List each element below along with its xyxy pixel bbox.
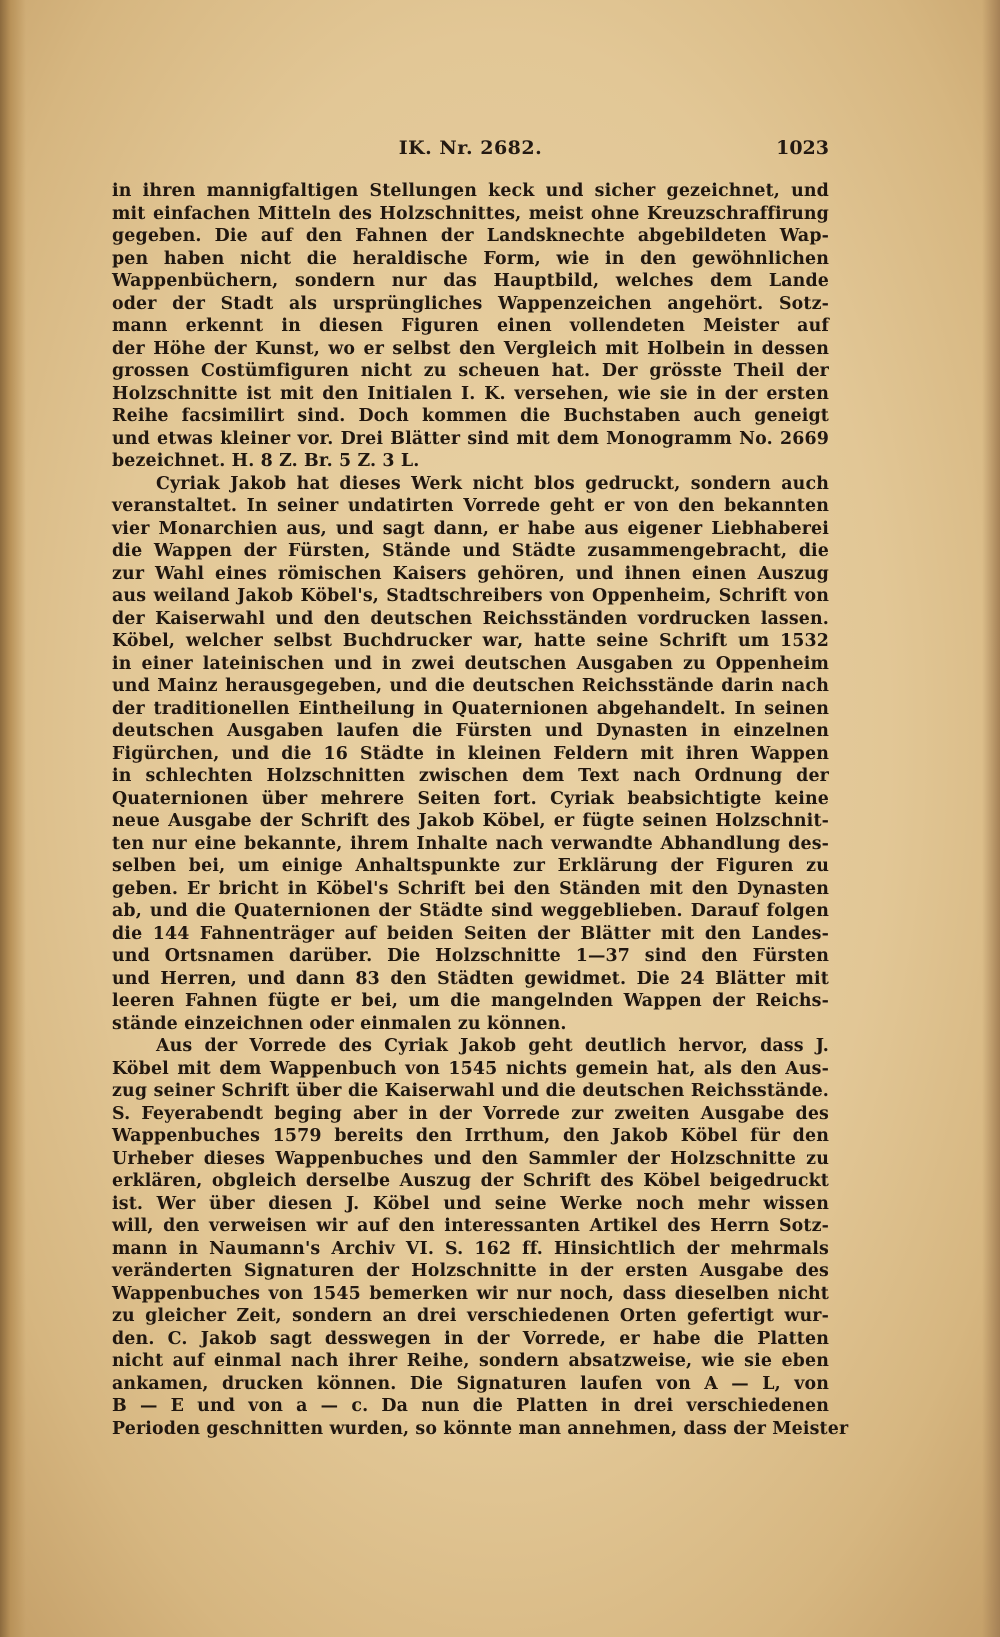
text-line: mit einfachen Mitteln des Holzschnittes, meist ohne Kreuzschraffirung	[112, 203, 829, 224]
text-line: pen haben nicht die heraldische Form, wie in den gewöhnlichen	[112, 248, 829, 269]
text-line: der traditionellen Eintheilung in Quaternionen abgehandelt. In seinen	[112, 698, 829, 719]
text-line: stände einzeichnen oder einmalen zu können.	[112, 1013, 567, 1034]
page-number: 1023	[776, 137, 829, 159]
text-line: bezeichnet. H. 8 Z. Br. 5 Z. 3 L.	[112, 451, 420, 471]
running-title: IK. Nr. 2682.	[398, 137, 543, 159]
text-line: der Kaiserwahl und den deutschen Reichsständen vordrucken lassen.	[112, 608, 829, 629]
text-line: veranstaltet. In seiner undatirten Vorrede geht er von den bekannten	[112, 496, 829, 516]
text-line: vier Monarchien aus, und sagt dann, er habe aus eigener Liebhaberei	[112, 518, 829, 539]
text-line: nicht auf einmal nach ihrer Reihe, sondern absatzweise, wie sie eben	[112, 1351, 829, 1371]
text-line: den. C. Jakob sagt desswegen in der Vorrede, er habe die Platten	[112, 1328, 829, 1349]
text-line: Wappenbuches 1579 bereits den Irrthum, den Jakob Köbel für den	[112, 1126, 829, 1146]
text-line: Reihe facsimilirt sind. Doch kommen die Buchstaben auch geneigt	[112, 406, 829, 426]
text-line: Cyriak Jakob hat dieses Werk nicht blos gedruckt, sondern auch	[156, 473, 829, 494]
text-line: selben bei, um einige Anhaltspunkte zur Erklärung der Figuren zu	[112, 856, 829, 876]
text-line: und Herren, und dann 83 den Städten gewidmet. Die 24 Blätter mit	[112, 968, 829, 989]
text-line: mann erkennt in diesen Figuren einen vollendeten Meister auf	[112, 316, 829, 336]
text-line: deutschen Ausgaben laufen die Fürsten und Dynasten in einzelnen	[112, 721, 829, 741]
page-edge-shadow-left	[0, 0, 26, 1637]
text-line: will, den verweisen wir auf den interessanten Artikel des Herrn Sotz-	[112, 1216, 829, 1236]
text-line: Holzschnitte ist mit den Initialen I. K. versehen, wie sie in der ersten	[112, 383, 829, 404]
text-line: neue Ausgabe der Schrift des Jakob Köbel, er fügte seinen Holzschnit-	[112, 811, 829, 831]
text-line: ab, und die Quaternionen der Städte sind weggeblieben. Darauf folgen	[112, 901, 829, 921]
text-line: Wappenbuches von 1545 bemerken wir nur noch, dass dieselben nicht	[112, 1283, 829, 1304]
text-line: zur Wahl eines römischen Kaisers gehören, und ihnen einen Auszug	[112, 563, 829, 584]
text-line: und etwas kleiner vor. Drei Blätter sind mit dem Monogramm No. 2669	[112, 428, 829, 449]
paragraph	[112, 180, 829, 473]
text-line: B — E und von a — c. Da nun die Platten in drei verschiedenen	[112, 1396, 829, 1416]
text-line: in einer lateinischen und in zwei deutschen Ausgaben zu Oppenheim	[112, 653, 829, 674]
text-line: zug seiner Schrift über die Kaiserwahl und die deutschen Reichsstände.	[112, 1081, 829, 1101]
text-line: ten nur eine bekannte, ihrem Inhalte nach verwandte Abhandlung des-	[112, 833, 829, 854]
paragraph	[112, 1035, 849, 1440]
text-line: Urheber dieses Wappenbuches und den Sammler der Holzschnitte zu	[112, 1148, 829, 1169]
page-header	[112, 137, 829, 161]
text-line: aus weiland Jakob Köbel's, Stadtschreibers von Oppenheim, Schrift von	[112, 586, 829, 606]
text-line: leeren Fahnen fügte er bei, um die mangelnden Wappen der Reichs-	[112, 991, 829, 1011]
text-line: gegeben. Die auf den Fahnen der Landsknechte abgebildeten Wap-	[112, 226, 829, 246]
text-line: veränderten Signaturen der Holzschnitte in der ersten Ausgabe des	[112, 1261, 829, 1281]
text-line: Köbel mit dem Wappenbuch von 1545 nichts gemein hat, als den Aus-	[112, 1058, 829, 1079]
text-line: die 144 Fahnenträger auf beiden Seiten der Blätter mit den Landes-	[112, 923, 829, 944]
text-line: ist. Wer über diesen J. Köbel und seine Werke noch mehr wissen	[112, 1193, 829, 1214]
body-text	[112, 180, 849, 1440]
text-line: in ihren mannigfaltigen Stellungen keck und sicher gezeichnet, und	[112, 181, 829, 201]
text-line: grossen Costümfiguren nicht zu scheuen hat. Der grösste Theil der	[112, 361, 829, 381]
text-line: Köbel, welcher selbst Buchdrucker war, hatte seine Schrift um 1532	[112, 631, 829, 651]
text-line: geben. Er bricht in Köbel's Schrift bei den Ständen mit den Dynasten	[112, 878, 829, 899]
text-line: ankamen, drucken können. Die Signaturen laufen von A — L, von	[112, 1373, 829, 1394]
text-line: S. Feyerabendt beging aber in der Vorrede zur zweiten Ausgabe des	[112, 1103, 829, 1124]
text-line: erklären, obgleich derselbe Auszug der Schrift des Köbel beigedruckt	[112, 1171, 829, 1191]
text-line: Perioden geschnitten wurden, so könnte man annehmen, dass der Meister	[112, 1418, 849, 1439]
text-line: Aus der Vorrede des Cyriak Jakob geht deutlich hervor, dass J.	[156, 1036, 829, 1056]
text-line: und Mainz herausgegeben, und die deutschen Reichsstände darin nach	[112, 676, 829, 696]
text-line: Figürchen, und die 16 Städte in kleinen Feldern mit ihren Wappen	[112, 743, 829, 764]
page-edge-shadow-right	[982, 0, 1000, 1637]
text-line: in schlechten Holzschnitten zwischen dem Text nach Ordnung der	[112, 766, 829, 786]
text-line: oder der Stadt als ursprüngliches Wappenzeichen angehört. Sotz-	[112, 293, 829, 314]
text-line: Wappenbüchern, sondern nur das Hauptbild, welches dem Lande	[112, 271, 829, 291]
text-line: Quaternionen über mehrere Seiten fort. Cyriak beabsichtigte keine	[112, 788, 829, 809]
text-line: mann in Naumann's Archiv VI. S. 162 ff. Hinsichtlich der mehrmals	[112, 1238, 829, 1259]
text-line: die Wappen der Fürsten, Stände und Städte zusammengebracht, die	[112, 541, 829, 561]
text-line: und Ortsnamen darüber. Die Holzschnitte 1—37 sind den Fürsten	[112, 946, 829, 966]
text-line: der Höhe der Kunst, wo er selbst den Vergleich mit Holbein in dessen	[112, 338, 829, 359]
text-line: zu gleicher Zeit, sondern an drei verschiedenen Orten gefertigt wur-	[112, 1306, 829, 1326]
paragraph	[112, 473, 829, 1036]
